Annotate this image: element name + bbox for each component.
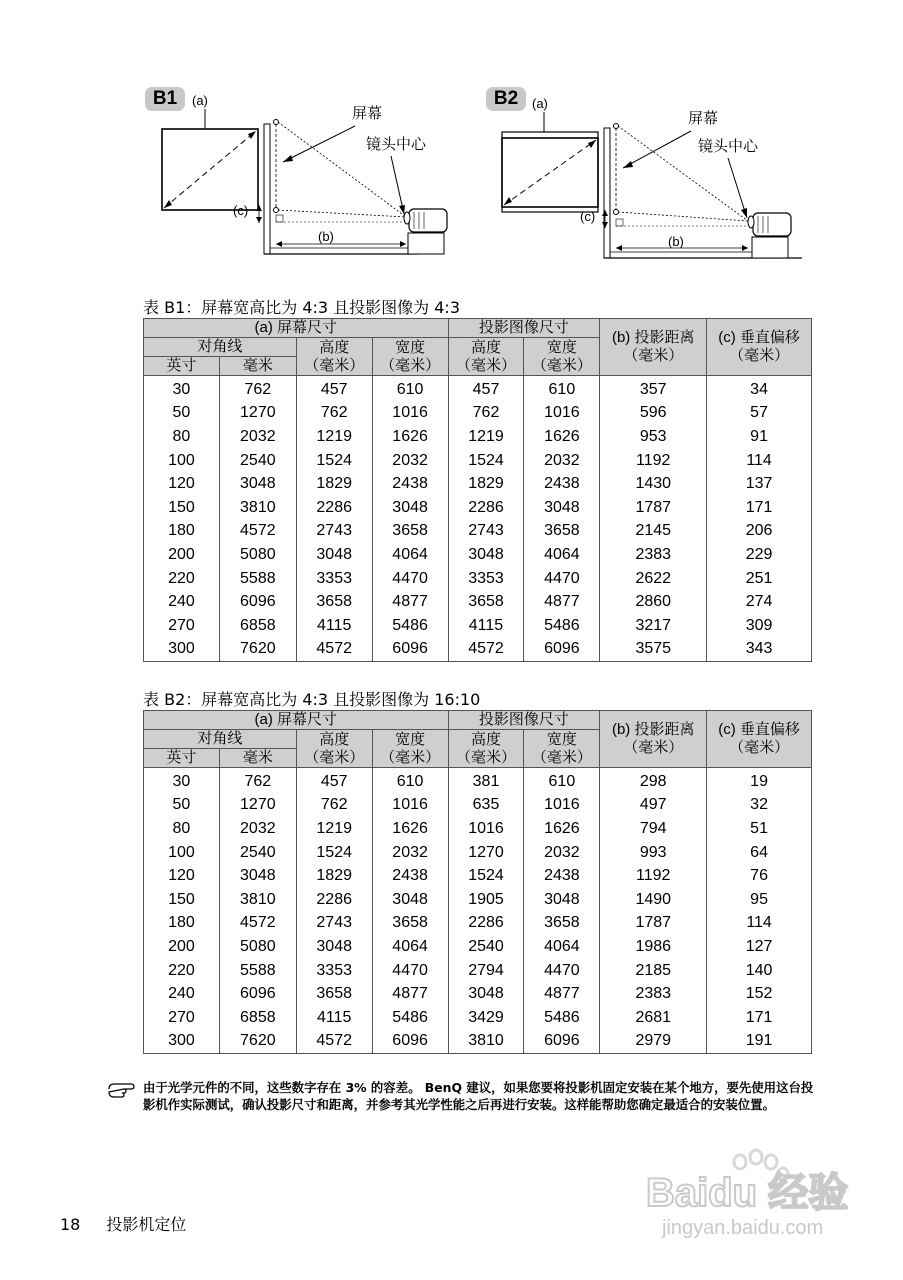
table-cell: 3048 xyxy=(296,935,372,959)
table-row xyxy=(144,376,812,402)
table-cell: 4064 xyxy=(524,935,600,959)
table-cell: 4115 xyxy=(296,614,372,638)
table-cell: 2438 xyxy=(372,864,448,888)
table-cell: 171 xyxy=(707,1006,812,1030)
table-cell: 1219 xyxy=(448,425,524,449)
table-cell: 2286 xyxy=(296,888,372,912)
label-b: (b) xyxy=(668,234,684,249)
header-height: 高度 （毫米） xyxy=(296,338,372,376)
table-cell: 5080 xyxy=(219,543,296,567)
table-cell: 2286 xyxy=(296,496,372,520)
header-image-width: 宽度 （毫米） xyxy=(524,730,600,768)
header-mm: 毫米 xyxy=(219,357,296,376)
header-screen-size: (a) 屏幕尺寸 xyxy=(144,711,449,730)
table-b2-caption: 表 B2：屏幕宽高比为 4:3 且投影图像为 16:10 xyxy=(143,690,481,709)
table-cell: 95 xyxy=(707,888,812,912)
table-cell: 7620 xyxy=(219,638,296,662)
table-cell: 2979 xyxy=(600,1030,707,1054)
table-row xyxy=(144,590,812,614)
table-row xyxy=(144,982,812,1006)
table-b1-body xyxy=(144,376,812,662)
projector-stand xyxy=(408,233,444,254)
table-cell: 1270 xyxy=(219,794,296,818)
table-cell: 32 xyxy=(707,794,812,818)
table-cell: 5080 xyxy=(219,935,296,959)
table-row xyxy=(144,614,812,638)
table-cell: 1787 xyxy=(600,496,707,520)
table-cell: 5486 xyxy=(372,1006,448,1030)
table-cell: 30 xyxy=(144,376,220,402)
table-cell: 3810 xyxy=(448,1030,524,1054)
table-row xyxy=(144,935,812,959)
table-cell: 4064 xyxy=(524,543,600,567)
table-row xyxy=(144,912,812,936)
table-cell: 120 xyxy=(144,472,220,496)
table-b1-caption: 表 B1：屏幕宽高比为 4:3 且投影图像为 4:3 xyxy=(143,298,461,317)
table-cell: 19 xyxy=(707,768,812,794)
table-row xyxy=(144,817,812,841)
table-cell: 3048 xyxy=(524,496,600,520)
table-cell: 137 xyxy=(707,472,812,496)
table-cell: 171 xyxy=(707,496,812,520)
table-cell: 762 xyxy=(296,794,372,818)
table-cell: 2743 xyxy=(296,912,372,936)
table-cell: 381 xyxy=(448,768,524,794)
table-row xyxy=(144,1030,812,1054)
screen-label: 屏幕 xyxy=(352,104,383,122)
header-height: 高度 （毫米） xyxy=(296,730,372,768)
table-cell: 4572 xyxy=(219,520,296,544)
table-cell: 2032 xyxy=(524,449,600,473)
table-cell: 4470 xyxy=(372,959,448,983)
watermark-brand: Baidu 经验 xyxy=(646,1171,849,1215)
table-cell: 3048 xyxy=(448,982,524,1006)
table-cell: 251 xyxy=(707,567,812,591)
table-cell: 3658 xyxy=(372,912,448,936)
table-row xyxy=(144,472,812,496)
table-cell: 762 xyxy=(448,402,524,426)
projector xyxy=(753,213,791,236)
table-cell: 4877 xyxy=(524,982,600,1006)
table-cell: 1524 xyxy=(296,841,372,865)
table-cell: 30 xyxy=(144,768,220,794)
table-cell: 762 xyxy=(219,768,296,794)
table-cell: 457 xyxy=(296,768,372,794)
lens-label: 镜头中心 xyxy=(698,137,759,155)
page-footer xyxy=(60,1212,212,1235)
table-cell: 1490 xyxy=(600,888,707,912)
table-row xyxy=(144,402,812,426)
table-cell: 114 xyxy=(707,449,812,473)
table-cell: 220 xyxy=(144,959,220,983)
table-row xyxy=(144,959,812,983)
table-cell: 1626 xyxy=(524,425,600,449)
table-cell: 64 xyxy=(707,841,812,865)
table-b1 xyxy=(143,318,812,662)
table-cell: 34 xyxy=(707,376,812,402)
diagram-b2 xyxy=(490,88,810,263)
table-cell: 3658 xyxy=(524,912,600,936)
table-cell: 2540 xyxy=(448,935,524,959)
table-cell: 953 xyxy=(600,425,707,449)
table-cell: 1626 xyxy=(372,425,448,449)
table-cell: 1524 xyxy=(296,449,372,473)
table-cell: 2540 xyxy=(219,449,296,473)
table-cell: 1829 xyxy=(296,864,372,888)
table-cell: 300 xyxy=(144,638,220,662)
lens-label: 镜头中心 xyxy=(366,135,427,153)
table-cell: 762 xyxy=(219,376,296,402)
header-distance: (b) 投影距离 （毫米） xyxy=(600,711,707,768)
table-cell: 6858 xyxy=(219,614,296,638)
table-row xyxy=(144,794,812,818)
table-cell: 1524 xyxy=(448,864,524,888)
table-cell: 80 xyxy=(144,425,220,449)
label-c: (c) xyxy=(580,209,596,224)
table-cell: 50 xyxy=(144,402,220,426)
table-cell: 3658 xyxy=(296,590,372,614)
table-cell: 1626 xyxy=(372,817,448,841)
table-cell: 3353 xyxy=(296,567,372,591)
table-cell: 1270 xyxy=(448,841,524,865)
table-cell: 4572 xyxy=(219,912,296,936)
table-cell: 5486 xyxy=(372,614,448,638)
diagram-b1 xyxy=(150,88,450,263)
table-cell: 191 xyxy=(707,1030,812,1054)
table-cell: 4470 xyxy=(524,959,600,983)
table-cell: 5588 xyxy=(219,567,296,591)
table-row xyxy=(144,496,812,520)
table-row xyxy=(144,567,812,591)
table-cell: 200 xyxy=(144,935,220,959)
table-cell: 1270 xyxy=(219,402,296,426)
table-row xyxy=(144,543,812,567)
table-cell: 2286 xyxy=(448,912,524,936)
header-width: 宽度 （毫米） xyxy=(372,730,448,768)
label-a: (a) xyxy=(192,93,208,108)
table-row xyxy=(144,425,812,449)
table-cell: 2438 xyxy=(524,864,600,888)
table-cell: 1986 xyxy=(600,935,707,959)
table-cell: 3810 xyxy=(219,496,296,520)
header-image-height: 高度 （毫米） xyxy=(448,730,524,768)
table-cell: 220 xyxy=(144,567,220,591)
table-cell: 1787 xyxy=(600,912,707,936)
label-b: (b) xyxy=(318,229,334,244)
table-cell: 2383 xyxy=(600,543,707,567)
table-cell: 2145 xyxy=(600,520,707,544)
table-cell: 5486 xyxy=(524,1006,600,1030)
pointing-hand-icon xyxy=(107,1080,137,1098)
table-cell: 3429 xyxy=(448,1006,524,1030)
table-cell: 6096 xyxy=(372,1030,448,1054)
table-cell: 270 xyxy=(144,1006,220,1030)
header-distance: (b) 投影距离 （毫米） xyxy=(600,319,707,376)
table-cell: 3217 xyxy=(600,614,707,638)
table-cell: 51 xyxy=(707,817,812,841)
table-cell: 1430 xyxy=(600,472,707,496)
table-cell: 91 xyxy=(707,425,812,449)
table-cell: 2032 xyxy=(219,425,296,449)
table-cell: 114 xyxy=(707,912,812,936)
diagram-b1-badge: B1 xyxy=(145,87,185,111)
table-cell: 4877 xyxy=(524,590,600,614)
table-cell: 1192 xyxy=(600,864,707,888)
table-cell: 3353 xyxy=(448,567,524,591)
table-cell: 596 xyxy=(600,402,707,426)
header-screen-size: (a) 屏幕尺寸 xyxy=(144,319,449,338)
screen-label: 屏幕 xyxy=(688,109,719,127)
table-cell: 3658 xyxy=(448,590,524,614)
table-cell: 50 xyxy=(144,794,220,818)
table-cell: 3353 xyxy=(296,959,372,983)
table-cell: 5486 xyxy=(524,614,600,638)
table-cell: 1016 xyxy=(448,817,524,841)
table-cell: 6096 xyxy=(219,982,296,1006)
table-cell: 3048 xyxy=(372,496,448,520)
table-cell: 180 xyxy=(144,912,220,936)
table-cell: 309 xyxy=(707,614,812,638)
table-cell: 3048 xyxy=(296,543,372,567)
table-cell: 1016 xyxy=(372,402,448,426)
table-cell: 300 xyxy=(144,1030,220,1054)
table-cell: 4115 xyxy=(448,614,524,638)
table-cell: 1626 xyxy=(524,817,600,841)
table-cell: 4064 xyxy=(372,935,448,959)
table-cell: 4470 xyxy=(372,567,448,591)
table-cell: 5588 xyxy=(219,959,296,983)
table-cell: 200 xyxy=(144,543,220,567)
header-image-size: 投影图像尺寸 xyxy=(448,319,600,338)
table-cell: 3810 xyxy=(219,888,296,912)
table-cell: 3048 xyxy=(448,543,524,567)
header-inch: 英寸 xyxy=(144,357,220,376)
table-cell: 3048 xyxy=(524,888,600,912)
table-cell: 2032 xyxy=(524,841,600,865)
header-mm: 毫米 xyxy=(219,749,296,768)
header-width: 宽度 （毫米） xyxy=(372,338,448,376)
table-cell: 4115 xyxy=(296,1006,372,1030)
table-cell: 457 xyxy=(296,376,372,402)
label-c: (c) xyxy=(233,203,249,218)
table-cell: 76 xyxy=(707,864,812,888)
label-a: (a) xyxy=(532,96,548,111)
table-cell: 1524 xyxy=(448,449,524,473)
table-cell: 100 xyxy=(144,841,220,865)
table-cell: 6096 xyxy=(219,590,296,614)
table-cell: 2540 xyxy=(219,841,296,865)
table-cell: 6096 xyxy=(524,1030,600,1054)
table-cell: 229 xyxy=(707,543,812,567)
table-row xyxy=(144,449,812,473)
table-cell: 298 xyxy=(600,768,707,794)
table-cell: 7620 xyxy=(219,1030,296,1054)
header-offset: (c) 垂直偏移 （毫米） xyxy=(707,711,812,768)
table-row xyxy=(144,520,812,544)
screen-frame xyxy=(502,132,598,212)
table-cell: 2622 xyxy=(600,567,707,591)
table-cell: 270 xyxy=(144,614,220,638)
table-row xyxy=(144,841,812,865)
table-row xyxy=(144,864,812,888)
table-cell: 357 xyxy=(600,376,707,402)
table-cell: 6096 xyxy=(372,638,448,662)
header-image-height: 高度 （毫米） xyxy=(448,338,524,376)
table-cell: 1016 xyxy=(524,402,600,426)
table-row xyxy=(144,888,812,912)
table-cell: 2743 xyxy=(448,520,524,544)
table-cell: 4572 xyxy=(296,638,372,662)
watermark-url: jingyan.baidu.com xyxy=(662,1217,824,1239)
table-b2-body xyxy=(144,768,812,1054)
table-cell: 180 xyxy=(144,520,220,544)
table-cell: 240 xyxy=(144,982,220,1006)
table-cell: 610 xyxy=(372,376,448,402)
header-inch: 英寸 xyxy=(144,749,220,768)
table-cell: 80 xyxy=(144,817,220,841)
table-cell: 2438 xyxy=(524,472,600,496)
table-cell: 993 xyxy=(600,841,707,865)
table-cell: 150 xyxy=(144,496,220,520)
table-cell: 240 xyxy=(144,590,220,614)
table-cell: 4470 xyxy=(524,567,600,591)
table-cell: 2032 xyxy=(219,817,296,841)
table-cell: 2743 xyxy=(296,520,372,544)
table-cell: 3658 xyxy=(524,520,600,544)
section-title: 投影机定位 xyxy=(106,1215,187,1234)
table-cell: 127 xyxy=(707,935,812,959)
table-cell: 794 xyxy=(600,817,707,841)
table-cell: 3658 xyxy=(296,982,372,1006)
table-cell: 610 xyxy=(524,768,600,794)
table-cell: 1905 xyxy=(448,888,524,912)
header-image-size: 投影图像尺寸 xyxy=(448,711,600,730)
projector xyxy=(409,209,447,232)
table-cell: 1016 xyxy=(372,794,448,818)
table-cell: 1192 xyxy=(600,449,707,473)
projector-stand xyxy=(752,237,788,258)
table-cell: 2185 xyxy=(600,959,707,983)
table-cell: 6096 xyxy=(524,638,600,662)
table-cell: 4877 xyxy=(372,982,448,1006)
table-cell: 2794 xyxy=(448,959,524,983)
table-cell: 4877 xyxy=(372,590,448,614)
table-cell: 1829 xyxy=(296,472,372,496)
table-cell: 610 xyxy=(524,376,600,402)
table-cell: 152 xyxy=(707,982,812,1006)
page-number: 18 xyxy=(60,1215,81,1234)
table-cell: 2286 xyxy=(448,496,524,520)
table-cell: 4572 xyxy=(448,638,524,662)
table-cell: 2383 xyxy=(600,982,707,1006)
table-row xyxy=(144,638,812,662)
table-cell: 2032 xyxy=(372,449,448,473)
table-cell: 3575 xyxy=(600,638,707,662)
table-cell: 100 xyxy=(144,449,220,473)
table-cell: 610 xyxy=(372,768,448,794)
table-cell: 4064 xyxy=(372,543,448,567)
table-cell: 2032 xyxy=(372,841,448,865)
table-cell: 1829 xyxy=(448,472,524,496)
table-cell: 1016 xyxy=(524,794,600,818)
table-b2 xyxy=(143,710,812,1054)
table-cell: 6858 xyxy=(219,1006,296,1030)
table-cell: 3658 xyxy=(372,520,448,544)
table-cell: 1219 xyxy=(296,425,372,449)
table-cell: 4572 xyxy=(296,1030,372,1054)
header-diagonal: 对角线 xyxy=(144,730,297,749)
table-cell: 120 xyxy=(144,864,220,888)
table-cell: 150 xyxy=(144,888,220,912)
table-cell: 274 xyxy=(707,590,812,614)
table-cell: 1219 xyxy=(296,817,372,841)
table-cell: 2438 xyxy=(372,472,448,496)
header-image-width: 宽度 （毫米） xyxy=(524,338,600,376)
table-row xyxy=(144,1006,812,1030)
wall xyxy=(604,128,610,258)
table-cell: 3048 xyxy=(219,864,296,888)
table-cell: 2681 xyxy=(600,1006,707,1030)
table-cell: 3048 xyxy=(372,888,448,912)
table-cell: 635 xyxy=(448,794,524,818)
baidu-jingyan-watermark xyxy=(640,1148,855,1244)
table-cell: 140 xyxy=(707,959,812,983)
table-row xyxy=(144,768,812,794)
table-cell: 497 xyxy=(600,794,707,818)
table-cell: 206 xyxy=(707,520,812,544)
table-cell: 2860 xyxy=(600,590,707,614)
wall xyxy=(264,124,270,254)
diagram-b2-badge: B2 xyxy=(486,87,526,111)
header-offset: (c) 垂直偏移 （毫米） xyxy=(707,319,812,376)
header-diagonal: 对角线 xyxy=(144,338,297,357)
table-cell: 762 xyxy=(296,402,372,426)
table-cell: 343 xyxy=(707,638,812,662)
tolerance-note: 由于光学元件的不同，这些数字存在 3% 的容差。 BenQ 建议，如果您要将投影机固定安装在某个地方，要先使用这台投影机作实际测试，确认投影尺寸和距离，并参考其光学性能之后再进行安装。这样能帮助您确定最适合的安装位置。 xyxy=(143,1080,814,1112)
table-cell: 57 xyxy=(707,402,812,426)
table-cell: 3048 xyxy=(219,472,296,496)
table-cell: 457 xyxy=(448,376,524,402)
